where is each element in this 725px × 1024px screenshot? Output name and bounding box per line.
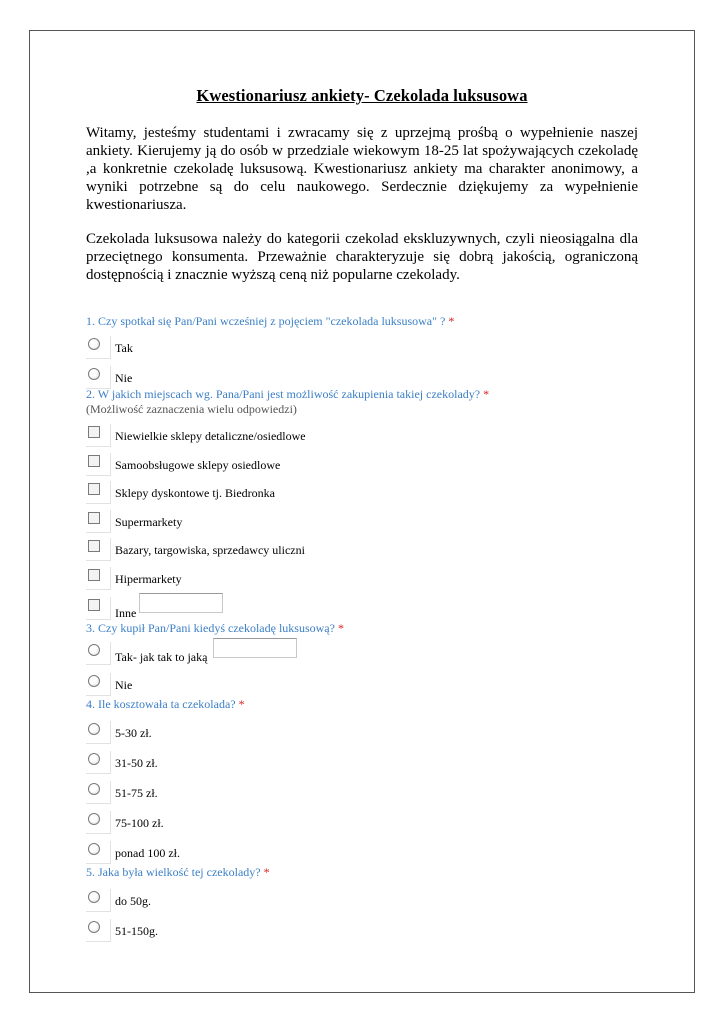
checkbox-option-3[interactable] [86, 479, 638, 508]
checkbox-option-other[interactable] [86, 593, 638, 628]
question-title: 4. Ile kosztowała ta czekolada? * [86, 697, 245, 711]
required-mark: * [337, 621, 344, 635]
price-option-2[interactable] [86, 749, 638, 779]
checkbox-option-6[interactable] [86, 565, 638, 594]
option-label: ponad 100 zł. [115, 846, 180, 860]
required-mark: * [238, 697, 245, 711]
required-mark: * [448, 314, 455, 328]
checkbox-option-5[interactable] [86, 536, 638, 565]
intro-paragraph-1: Witamy, jesteśmy studentami i zwracamy się z uprzejmą prośbą o wypełnienie naszej ankiety. Kierujemy ją do osób w przedziale wiekowym 18-25 lat spożywających czekoladę ,a konkretnie czekoladę luksusową. Kwestionariusz ankiety ma charakter anonimowy, a wyniki potrzebne są do celu naukowego. Serdecznie dziękujemy za wypełnienie kwestionariusza. [86, 125, 638, 213]
option-label: do 50g. [115, 894, 151, 908]
question-5 [86, 865, 638, 947]
radio-button[interactable] [88, 723, 100, 735]
option-label: Supermarkety [115, 514, 183, 529]
option-label: Nie [115, 371, 133, 385]
size-option-2[interactable] [86, 917, 638, 947]
question-title: 2. W jakich miejscach wg. Pana/Pani jest możliwość zakupienia takiej czekolady? * [86, 387, 490, 401]
question-title: 1. Czy spotkał się Pan/Pani wcześniej z pojęciem "czekolada luksusowa" ? * [86, 314, 455, 328]
option-label: 31-50 zł. [115, 756, 158, 770]
checkbox-option-4[interactable] [86, 508, 638, 537]
radio-button[interactable] [88, 675, 100, 687]
question-1 [86, 314, 638, 394]
option-tak-jaka[interactable] [86, 638, 638, 671]
size-option-1[interactable] [86, 887, 638, 917]
radio-button[interactable] [88, 644, 100, 656]
checkbox-option-1[interactable] [86, 422, 638, 451]
chocolate-name-input[interactable] [213, 638, 297, 658]
question-4 [86, 697, 638, 865]
price-option-3[interactable] [86, 779, 638, 809]
question-2 [86, 387, 638, 628]
question-title: 3. Czy kupił Pan/Pani kiedyś czekoladę luksusową? * [86, 621, 344, 635]
price-option-5[interactable] [86, 839, 638, 865]
radio-button[interactable] [88, 891, 100, 903]
option-label: Samoobsługowe sklepy osiedlowe [115, 457, 281, 472]
checkbox[interactable] [88, 599, 100, 611]
option-label: 51-75 zł. [115, 786, 158, 800]
radio-button[interactable] [88, 368, 100, 380]
question-3 [86, 621, 638, 697]
price-option-4[interactable] [86, 809, 638, 839]
radio-button[interactable] [88, 921, 100, 933]
checkbox-option-2[interactable] [86, 451, 638, 480]
price-option-1[interactable] [86, 719, 638, 749]
option-label: Niewielkie sklepy detaliczne/osiedlowe [115, 429, 306, 443]
option-label: 51-150g. [115, 924, 158, 938]
option-label: Inne [115, 606, 137, 620]
option-label: 5-30 zł. [115, 726, 152, 740]
option-label: Bazary, targowiska, sprzedawcy uliczni [115, 543, 305, 557]
option-label: 75-100 zł. [115, 816, 164, 830]
required-mark: * [263, 865, 270, 879]
option-label: Tak- jak tak to jaką [115, 650, 208, 664]
intro-paragraph-2: Czekolada luksusowa należy do kategorii czekolad ekskluzywnych, czyli nieosiągalna dla przeciętnego konsumenta. Przeważnie charakteryzuje się dobrą jakością, ograniczoną dostępnością i znacznie wyższą ceną niż popularne czekolady. [86, 231, 638, 283]
radio-button[interactable] [88, 338, 100, 350]
option-nie[interactable] [86, 364, 638, 394]
question-hint: (Możliwość zaznaczenia wielu odpowiedzi) [86, 402, 297, 416]
option-nie[interactable] [86, 671, 638, 697]
survey-content [86, 86, 638, 947]
checkbox[interactable] [88, 426, 100, 438]
option-label: Nie [115, 678, 133, 692]
option-tak[interactable] [86, 334, 638, 364]
required-mark: * [483, 387, 490, 401]
page-title: Kwestionariusz ankiety- Czekolada luksusowa [196, 86, 528, 105]
radio-button[interactable] [88, 843, 100, 855]
option-label: Hipermarkety [115, 571, 182, 586]
option-label: Sklepy dyskontowe tj. Biedronka [115, 486, 275, 500]
radio-button[interactable] [88, 783, 100, 795]
other-text-input[interactable] [139, 593, 223, 613]
radio-button[interactable] [88, 813, 100, 825]
option-label: Tak [115, 341, 133, 355]
questions [86, 314, 638, 947]
checkbox[interactable] [88, 483, 100, 495]
checkbox[interactable] [88, 455, 100, 467]
question-title: 5. Jaka była wielkość tej czekolady? * [86, 865, 270, 879]
radio-button[interactable] [88, 753, 100, 765]
checkbox[interactable] [88, 569, 100, 581]
checkbox[interactable] [88, 540, 100, 552]
checkbox[interactable] [88, 512, 100, 524]
